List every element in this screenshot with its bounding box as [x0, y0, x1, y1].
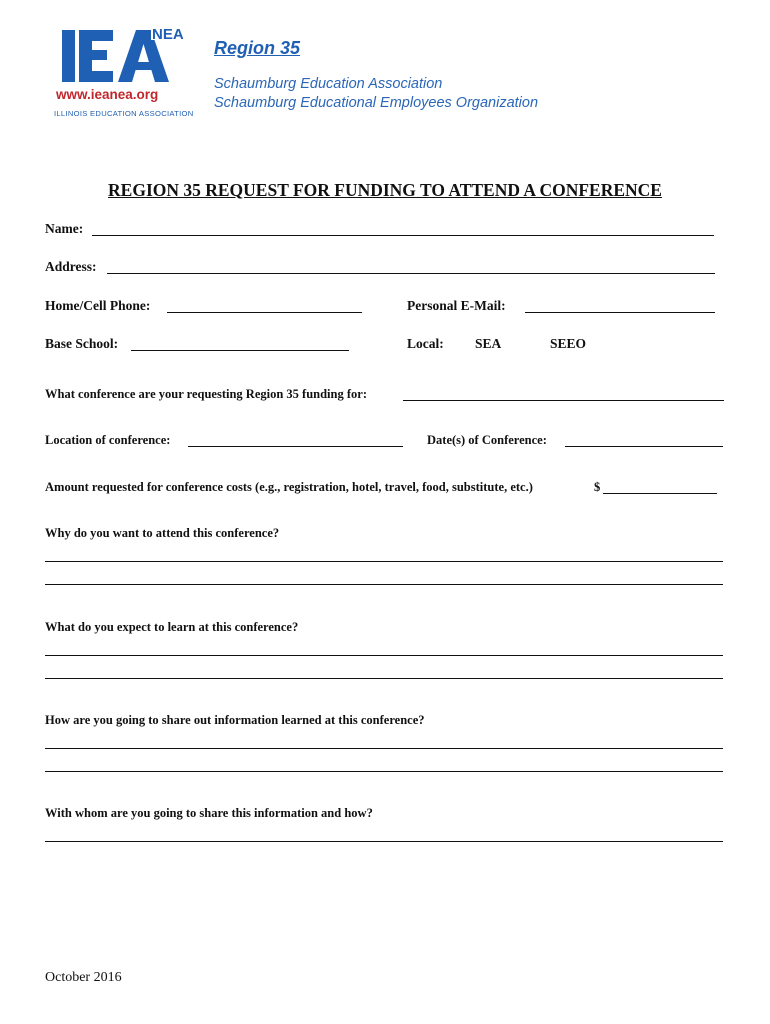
iea-nea-logo	[52, 24, 194, 120]
address-field[interactable]	[107, 273, 715, 274]
phone-field[interactable]	[167, 312, 362, 313]
conference-label: What conference are your requesting Region 35 funding for:	[45, 387, 367, 401]
location-field[interactable]	[188, 446, 403, 447]
question-learn: What do you expect to learn at this conference?	[45, 620, 299, 634]
answer-share-line[interactable]	[45, 771, 723, 772]
base-school-field[interactable]	[131, 350, 349, 351]
location-label: Location of conference:	[45, 433, 171, 447]
question-share: How are you going to share out information learned at this conference?	[45, 713, 425, 727]
logo-nea-text: NEA	[152, 26, 184, 43]
footer-date: October 2016	[45, 970, 122, 985]
org-line-2: Schaumburg Educational Employees Organization	[214, 95, 539, 111]
question-why: Why do you want to attend this conference?	[45, 526, 280, 540]
currency-symbol: $	[594, 480, 601, 494]
dates-label: Date(s) of Conference:	[427, 433, 547, 447]
iea-logo-graphic	[52, 24, 194, 120]
answer-learn-line[interactable]	[45, 655, 723, 656]
conference-field[interactable]	[403, 400, 724, 401]
amount-label: Amount requested for conference costs (e.g., registration, hotel, travel, food, substitute, etc.)	[45, 480, 533, 494]
local-option-seeo[interactable]: SEEO	[550, 336, 587, 351]
answer-why-line[interactable]	[45, 584, 723, 585]
answer-share-line[interactable]	[45, 748, 723, 749]
local-label: Local:	[407, 336, 444, 351]
question-whom: With whom are you going to share this information and how?	[45, 806, 373, 820]
region-title: Region 35	[214, 38, 301, 58]
base-school-label: Base School:	[45, 336, 119, 351]
name-field[interactable]	[92, 235, 714, 236]
name-label: Name:	[45, 221, 84, 236]
logo-org-name: ILLINOIS EDUCATION ASSOCIATION	[54, 109, 194, 118]
phone-label: Home/Cell Phone:	[45, 298, 151, 313]
email-label: Personal E-Mail:	[407, 298, 506, 313]
form-title: REGION 35 REQUEST FOR FUNDING TO ATTEND A CONFERENCE	[108, 180, 662, 200]
answer-learn-line[interactable]	[45, 678, 723, 679]
org-line-1: Schaumburg Education Association	[214, 76, 443, 92]
email-field[interactable]	[525, 312, 715, 313]
local-option-sea[interactable]: SEA	[475, 336, 502, 351]
logo-website: www.ieanea.org	[56, 87, 159, 102]
answer-whom-line[interactable]	[45, 841, 723, 842]
dates-field[interactable]	[565, 446, 723, 447]
answer-why-line[interactable]	[45, 561, 723, 562]
amount-field[interactable]	[603, 493, 717, 494]
address-label: Address:	[45, 259, 97, 274]
